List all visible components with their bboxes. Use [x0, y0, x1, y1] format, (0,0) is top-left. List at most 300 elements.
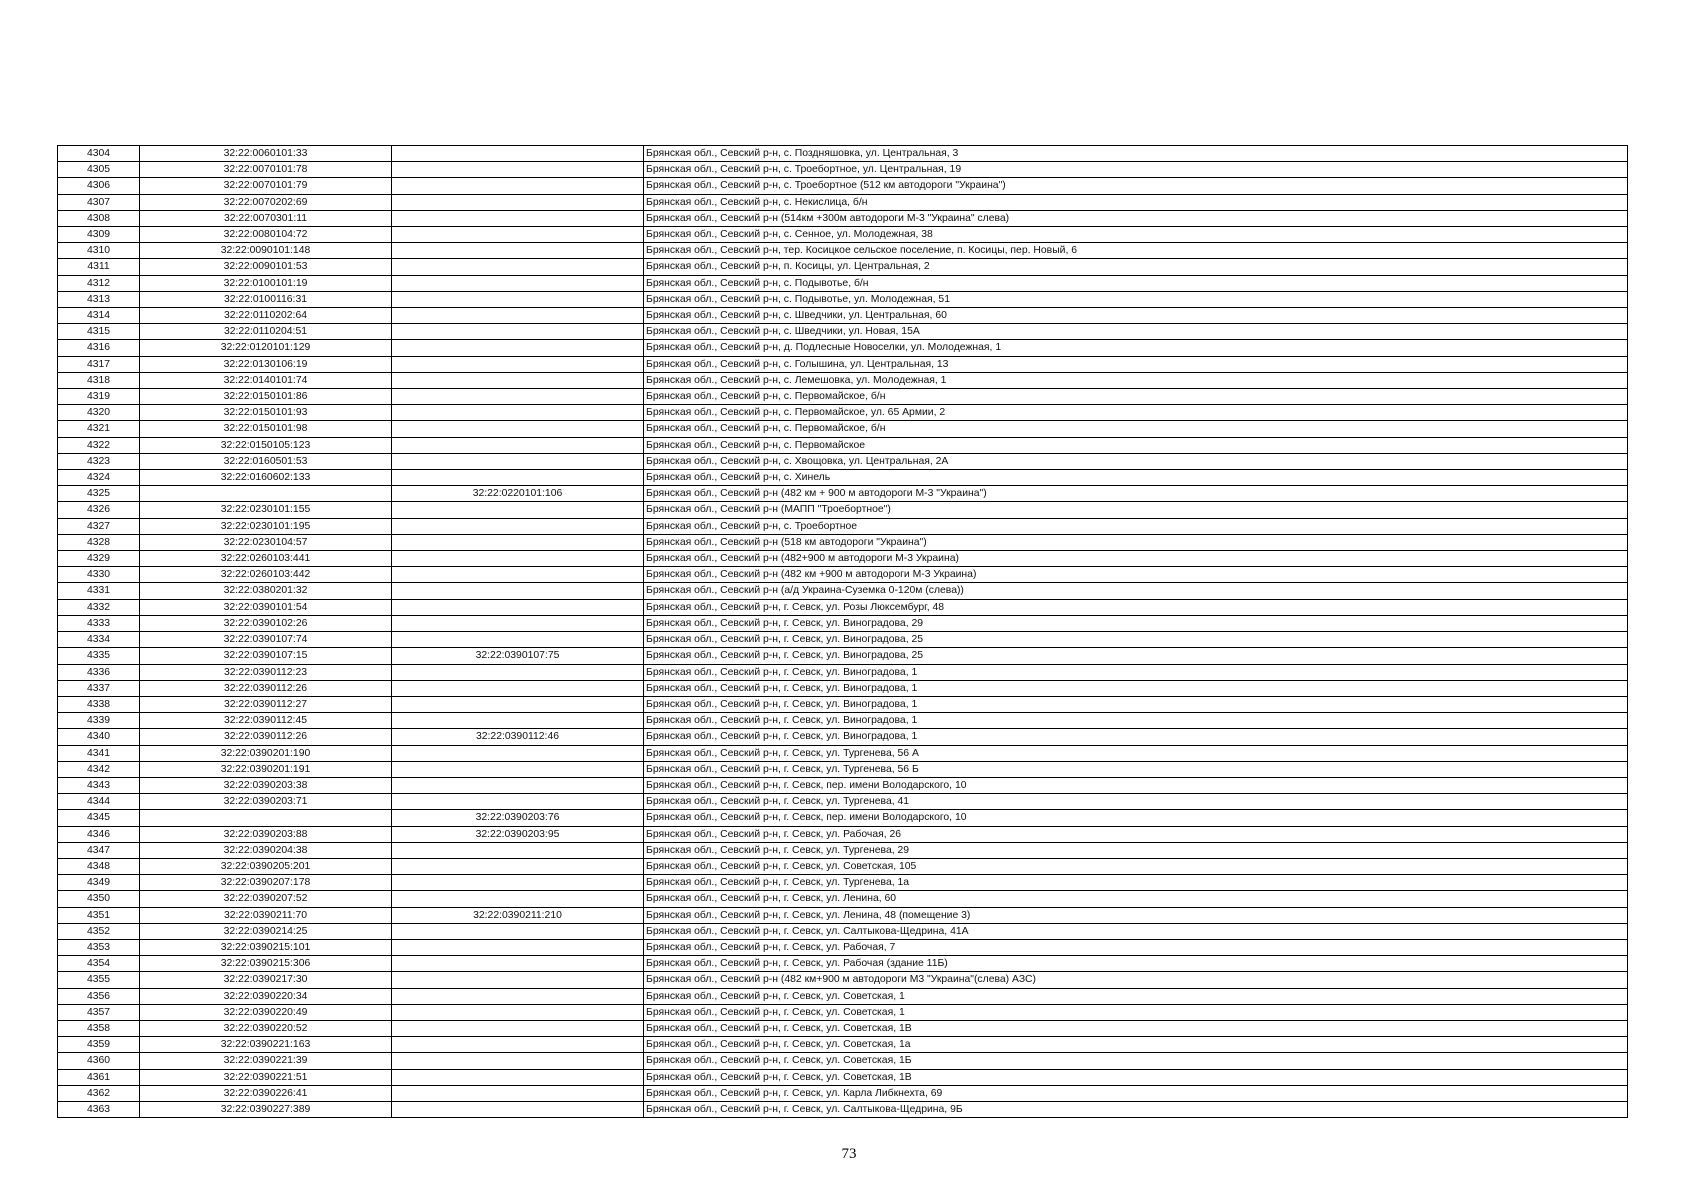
cadastral-number-cell: 32:22:0150101:98 [140, 421, 392, 437]
row-number-cell: 4322 [58, 437, 140, 453]
address-cell: Брянская обл., Севский р-н, п. Косицы, ул. Центральная, 2 [644, 259, 1628, 275]
address-cell: Брянская обл., Севский р-н (518 км автодороги "Украина") [644, 534, 1628, 550]
registry-table [57, 145, 1628, 1118]
cadastral-number-cell: 32:22:0390112:27 [140, 696, 392, 712]
table-row [58, 567, 1628, 583]
row-number-cell: 4362 [58, 1085, 140, 1101]
address-cell: Брянская обл., Севский р-н, с. Троебортное, ул. Центральная, 19 [644, 162, 1628, 178]
address-cell: Брянская обл., Севский р-н, с. Хвощовка, ул. Центральная, 2А [644, 453, 1628, 469]
cadastral-number-cell: 32:22:0390215:306 [140, 956, 392, 972]
cadastral-number-cell [140, 810, 392, 826]
table-row [58, 324, 1628, 340]
row-number-cell: 4342 [58, 761, 140, 777]
related-cadastral-number-cell [392, 583, 644, 599]
row-number-cell: 4325 [58, 486, 140, 502]
related-cadastral-number-cell [392, 356, 644, 372]
table-row [58, 453, 1628, 469]
table-row [58, 729, 1628, 745]
cadastral-number-cell: 32:22:0110204:51 [140, 324, 392, 340]
row-number-cell: 4315 [58, 324, 140, 340]
cadastral-number-cell: 32:22:0150105:123 [140, 437, 392, 453]
table-row [58, 810, 1628, 826]
cadastral-number-cell: 32:22:0150101:93 [140, 405, 392, 421]
address-cell: Брянская обл., Севский р-н, г. Севск, ул. Советская, 1 [644, 988, 1628, 1004]
address-cell: Брянская обл., Севский р-н, г. Севск, ул. Рабочая, 7 [644, 939, 1628, 955]
cadastral-number-cell: 32:22:0390221:39 [140, 1053, 392, 1069]
related-cadastral-number-cell [392, 437, 644, 453]
registry-table-body [58, 146, 1628, 1118]
related-cadastral-number-cell [392, 502, 644, 518]
related-cadastral-number-cell [392, 1069, 644, 1085]
address-cell: Брянская обл., Севский р-н, г. Севск, ул. Тургенева, 1а [644, 875, 1628, 891]
row-number-cell: 4341 [58, 745, 140, 761]
table-row [58, 891, 1628, 907]
address-cell: Брянская обл., Севский р-н, г. Севск, ул. Советская, 105 [644, 858, 1628, 874]
table-row [58, 875, 1628, 891]
cadastral-number-cell: 32:22:0390101:54 [140, 599, 392, 615]
row-number-cell: 4313 [58, 291, 140, 307]
cadastral-number-cell: 32:22:0060101:33 [140, 146, 392, 162]
related-cadastral-number-cell [392, 551, 644, 567]
row-number-cell: 4351 [58, 907, 140, 923]
table-row [58, 178, 1628, 194]
table-row [58, 1085, 1628, 1101]
related-cadastral-number-cell [392, 534, 644, 550]
address-cell: Брянская обл., Севский р-н (МАПП "Троебортное") [644, 502, 1628, 518]
row-number-cell: 4307 [58, 194, 140, 210]
address-cell: Брянская обл., Севский р-н, с. Первомайское, б/н [644, 389, 1628, 405]
cadastral-number-cell: 32:22:0390107:15 [140, 648, 392, 664]
related-cadastral-number-cell [392, 421, 644, 437]
related-cadastral-number-cell: 32:22:0390107:75 [392, 648, 644, 664]
row-number-cell: 4346 [58, 826, 140, 842]
related-cadastral-number-cell [392, 777, 644, 793]
related-cadastral-number-cell [392, 340, 644, 356]
related-cadastral-number-cell [392, 210, 644, 226]
table-row [58, 713, 1628, 729]
table-row [58, 648, 1628, 664]
address-cell: Брянская обл., Севский р-н, с. Голышина, ул. Центральная, 13 [644, 356, 1628, 372]
address-cell: Брянская обл., Севский р-н, г. Севск, ул. Карла Либкнехта, 69 [644, 1085, 1628, 1101]
address-cell: Брянская обл., Севский р-н, г. Севск, ул. Тургенева, 56 А [644, 745, 1628, 761]
related-cadastral-number-cell [392, 178, 644, 194]
row-number-cell: 4324 [58, 470, 140, 486]
page-number: 73 [841, 1146, 857, 1162]
row-number-cell: 4345 [58, 810, 140, 826]
row-number-cell: 4330 [58, 567, 140, 583]
related-cadastral-number-cell [392, 794, 644, 810]
related-cadastral-number-cell [392, 308, 644, 324]
table-row [58, 939, 1628, 955]
row-number-cell: 4332 [58, 599, 140, 615]
related-cadastral-number-cell: 32:22:0390211:210 [392, 907, 644, 923]
cadastral-number-cell: 32:22:0390220:34 [140, 988, 392, 1004]
cadastral-number-cell: 32:22:0070101:78 [140, 162, 392, 178]
table-row [58, 551, 1628, 567]
cadastral-number-cell: 32:22:0140101:74 [140, 372, 392, 388]
address-cell: Брянская обл., Севский р-н, с. Шведчики, ул. Новая, 15А [644, 324, 1628, 340]
table-row [58, 162, 1628, 178]
table-row [58, 696, 1628, 712]
table-row [58, 518, 1628, 534]
table-row [58, 227, 1628, 243]
address-cell: Брянская обл., Севский р-н, г. Севск, ул. Рабочая, 26 [644, 826, 1628, 842]
row-number-cell: 4331 [58, 583, 140, 599]
address-cell: Брянская обл., Севский р-н, г. Севск, ул. Виноградова, 1 [644, 664, 1628, 680]
table-row [58, 1020, 1628, 1036]
row-number-cell: 4337 [58, 680, 140, 696]
table-row [58, 1069, 1628, 1085]
related-cadastral-number-cell [392, 761, 644, 777]
related-cadastral-number-cell [392, 891, 644, 907]
cadastral-number-cell: 32:22:0070202:69 [140, 194, 392, 210]
cadastral-number-cell: 32:22:0390205:201 [140, 858, 392, 874]
address-cell: Брянская обл., Севский р-н, с. Лемешовка, ул. Молодежная, 1 [644, 372, 1628, 388]
related-cadastral-number-cell [392, 372, 644, 388]
table-row [58, 275, 1628, 291]
cadastral-number-cell: 32:22:0390227:389 [140, 1101, 392, 1117]
table-row [58, 356, 1628, 372]
cadastral-number-cell: 32:22:0230101:195 [140, 518, 392, 534]
address-cell: Брянская обл., Севский р-н (482 км + 900 м автодороги М-3 "Украина") [644, 486, 1628, 502]
table-row [58, 826, 1628, 842]
related-cadastral-number-cell [392, 745, 644, 761]
address-cell: Брянская обл., Севский р-н (514км +300м автодороги М-3 "Украина" слева) [644, 210, 1628, 226]
related-cadastral-number-cell: 32:22:0390203:76 [392, 810, 644, 826]
cadastral-number-cell: 32:22:0390203:71 [140, 794, 392, 810]
address-cell: Брянская обл., Севский р-н, г. Севск, пер. имени Володарского, 10 [644, 777, 1628, 793]
table-row [58, 372, 1628, 388]
cadastral-number-cell: 32:22:0390201:190 [140, 745, 392, 761]
table-row [58, 308, 1628, 324]
related-cadastral-number-cell [392, 1101, 644, 1117]
table-row [58, 907, 1628, 923]
related-cadastral-number-cell [392, 696, 644, 712]
cadastral-number-cell: 32:22:0080104:72 [140, 227, 392, 243]
row-number-cell: 4311 [58, 259, 140, 275]
related-cadastral-number-cell [392, 146, 644, 162]
address-cell: Брянская обл., Севский р-н, г. Севск, ул. Виноградова, 1 [644, 713, 1628, 729]
related-cadastral-number-cell: 32:22:0220101:106 [392, 486, 644, 502]
table-row [58, 972, 1628, 988]
table-row [58, 486, 1628, 502]
table-row [58, 664, 1628, 680]
address-cell: Брянская обл., Севский р-н, г. Севск, ул. Рабочая (здание 11Б) [644, 956, 1628, 972]
table-row [58, 421, 1628, 437]
row-number-cell: 4358 [58, 1020, 140, 1036]
cadastral-number-cell: 32:22:0390102:26 [140, 615, 392, 631]
related-cadastral-number-cell [392, 324, 644, 340]
address-cell: Брянская обл., Севский р-н, с. Некислица, б/н [644, 194, 1628, 210]
row-number-cell: 4350 [58, 891, 140, 907]
table-row [58, 632, 1628, 648]
address-cell: Брянская обл., Севский р-н, г. Севск, ул. Советская, 1 [644, 1004, 1628, 1020]
address-cell: Брянская обл., Севский р-н, г. Севск, ул. Виноградова, 1 [644, 696, 1628, 712]
table-row [58, 146, 1628, 162]
table-row [58, 437, 1628, 453]
address-cell: Брянская обл., Севский р-н, с. Троебортное [644, 518, 1628, 534]
cadastral-number-cell: 32:22:0070301:11 [140, 210, 392, 226]
table-row [58, 615, 1628, 631]
row-number-cell: 4320 [58, 405, 140, 421]
table-row [58, 956, 1628, 972]
related-cadastral-number-cell: 32:22:0390203:95 [392, 826, 644, 842]
row-number-cell: 4306 [58, 178, 140, 194]
table-row [58, 923, 1628, 939]
related-cadastral-number-cell [392, 615, 644, 631]
row-number-cell: 4353 [58, 939, 140, 955]
related-cadastral-number-cell [392, 875, 644, 891]
related-cadastral-number-cell [392, 405, 644, 421]
related-cadastral-number-cell [392, 988, 644, 1004]
row-number-cell: 4327 [58, 518, 140, 534]
related-cadastral-number-cell [392, 939, 644, 955]
row-number-cell: 4335 [58, 648, 140, 664]
related-cadastral-number-cell [392, 259, 644, 275]
table-row [58, 1101, 1628, 1117]
table-row [58, 259, 1628, 275]
address-cell: Брянская обл., Севский р-н, с. Хинель [644, 470, 1628, 486]
row-number-cell: 4316 [58, 340, 140, 356]
cadastral-number-cell: 32:22:0260103:442 [140, 567, 392, 583]
related-cadastral-number-cell [392, 243, 644, 259]
row-number-cell: 4356 [58, 988, 140, 1004]
row-number-cell: 4310 [58, 243, 140, 259]
table-row [58, 470, 1628, 486]
row-number-cell: 4349 [58, 875, 140, 891]
cadastral-number-cell: 32:22:0390112:26 [140, 729, 392, 745]
row-number-cell: 4343 [58, 777, 140, 793]
row-number-cell: 4363 [58, 1101, 140, 1117]
cadastral-number-cell: 32:22:0100101:19 [140, 275, 392, 291]
related-cadastral-number-cell [392, 713, 644, 729]
address-cell: Брянская обл., Севский р-н, г. Севск, ул. Тургенева, 29 [644, 842, 1628, 858]
address-cell: Брянская обл., Севский р-н, г. Севск, ул. Виноградова, 1 [644, 680, 1628, 696]
cadastral-number-cell: 32:22:0390221:51 [140, 1069, 392, 1085]
address-cell: Брянская обл., Севский р-н, с. Первомайское [644, 437, 1628, 453]
related-cadastral-number-cell [392, 1037, 644, 1053]
row-number-cell: 4355 [58, 972, 140, 988]
row-number-cell: 4338 [58, 696, 140, 712]
row-number-cell: 4304 [58, 146, 140, 162]
cadastral-number-cell: 32:22:0120101:129 [140, 340, 392, 356]
address-cell: Брянская обл., Севский р-н, г. Севск, ул. Тургенева, 56 Б [644, 761, 1628, 777]
row-number-cell: 4308 [58, 210, 140, 226]
address-cell: Брянская обл., Севский р-н, с. Поздняшовка, ул. Центральная, 3 [644, 146, 1628, 162]
row-number-cell: 4359 [58, 1037, 140, 1053]
cadastral-number-cell [140, 486, 392, 502]
address-cell: Брянская обл., Севский р-н, г. Севск, ул. Виноградова, 29 [644, 615, 1628, 631]
cadastral-number-cell: 32:22:0100116:31 [140, 291, 392, 307]
row-number-cell: 4318 [58, 372, 140, 388]
address-cell: Брянская обл., Севский р-н (а/д Украина-Суземка 0-120м (слева)) [644, 583, 1628, 599]
cadastral-number-cell: 32:22:0390220:52 [140, 1020, 392, 1036]
related-cadastral-number-cell [392, 453, 644, 469]
related-cadastral-number-cell [392, 518, 644, 534]
related-cadastral-number-cell [392, 599, 644, 615]
address-cell: Брянская обл., Севский р-н, г. Севск, ул. Тургенева, 41 [644, 794, 1628, 810]
row-number-cell: 4347 [58, 842, 140, 858]
row-number-cell: 4340 [58, 729, 140, 745]
address-cell: Брянская обл., Севский р-н, с. Подывотье, б/н [644, 275, 1628, 291]
cadastral-number-cell: 32:22:0150101:86 [140, 389, 392, 405]
row-number-cell: 4309 [58, 227, 140, 243]
cadastral-number-cell: 32:22:0390217:30 [140, 972, 392, 988]
related-cadastral-number-cell [392, 680, 644, 696]
cadastral-number-cell: 32:22:0130106:19 [140, 356, 392, 372]
cadastral-number-cell: 32:22:0390215:101 [140, 939, 392, 955]
cadastral-number-cell: 32:22:0390211:70 [140, 907, 392, 923]
address-cell: Брянская обл., Севский р-н, с. Шведчики, ул. Центральная, 60 [644, 308, 1628, 324]
cadastral-number-cell: 32:22:0380201:32 [140, 583, 392, 599]
table-row [58, 291, 1628, 307]
address-cell: Брянская обл., Севский р-н, г. Севск, ул. Розы Люксембург, 48 [644, 599, 1628, 615]
related-cadastral-number-cell [392, 972, 644, 988]
related-cadastral-number-cell [392, 664, 644, 680]
address-cell: Брянская обл., Севский р-н, д. Подлесные Новоселки, ул. Молодежная, 1 [644, 340, 1628, 356]
related-cadastral-number-cell [392, 858, 644, 874]
cadastral-number-cell: 32:22:0390226:41 [140, 1085, 392, 1101]
related-cadastral-number-cell [392, 842, 644, 858]
related-cadastral-number-cell [392, 1085, 644, 1101]
related-cadastral-number-cell [392, 1053, 644, 1069]
address-cell: Брянская обл., Севский р-н, г. Севск, ул. Виноградова, 1 [644, 729, 1628, 745]
address-cell: Брянская обл., Севский р-н, г. Севск, ул. Советская, 1В [644, 1069, 1628, 1085]
cadastral-number-cell: 32:22:0390112:45 [140, 713, 392, 729]
cadastral-number-cell: 32:22:0090101:53 [140, 259, 392, 275]
cadastral-number-cell: 32:22:0390220:49 [140, 1004, 392, 1020]
related-cadastral-number-cell [392, 1004, 644, 1020]
table-row [58, 599, 1628, 615]
row-number-cell: 4352 [58, 923, 140, 939]
address-cell: Брянская обл., Севский р-н, с. Первомайское, ул. 65 Армии, 2 [644, 405, 1628, 421]
table-row [58, 405, 1628, 421]
related-cadastral-number-cell [392, 567, 644, 583]
table-row [58, 583, 1628, 599]
related-cadastral-number-cell: 32:22:0390112:46 [392, 729, 644, 745]
related-cadastral-number-cell [392, 389, 644, 405]
table-row [58, 1037, 1628, 1053]
table-row [58, 1053, 1628, 1069]
address-cell: Брянская обл., Севский р-н, г. Севск, ул. Советская, 1а [644, 1037, 1628, 1053]
table-row [58, 502, 1628, 518]
cadastral-number-cell: 32:22:0390214:25 [140, 923, 392, 939]
cadastral-number-cell: 32:22:0390204:38 [140, 842, 392, 858]
row-number-cell: 4323 [58, 453, 140, 469]
related-cadastral-number-cell [392, 227, 644, 243]
row-number-cell: 4319 [58, 389, 140, 405]
address-cell: Брянская обл., Севский р-н, г. Севск, ул. Советская, 1Б [644, 1053, 1628, 1069]
row-number-cell: 4344 [58, 794, 140, 810]
address-cell: Брянская обл., Севский р-н, тер. Косицкое сельское поселение, п. Косицы, пер. Новый, 6 [644, 243, 1628, 259]
table-row [58, 680, 1628, 696]
table-row [58, 389, 1628, 405]
row-number-cell: 4326 [58, 502, 140, 518]
row-number-cell: 4317 [58, 356, 140, 372]
cadastral-number-cell: 32:22:0260103:441 [140, 551, 392, 567]
related-cadastral-number-cell [392, 1020, 644, 1036]
row-number-cell: 4361 [58, 1069, 140, 1085]
table-row [58, 243, 1628, 259]
related-cadastral-number-cell [392, 923, 644, 939]
cadastral-number-cell: 32:22:0390203:88 [140, 826, 392, 842]
cadastral-number-cell: 32:22:0390112:23 [140, 664, 392, 680]
row-number-cell: 4348 [58, 858, 140, 874]
cadastral-number-cell: 32:22:0390221:163 [140, 1037, 392, 1053]
row-number-cell: 4328 [58, 534, 140, 550]
cadastral-number-cell: 32:22:0160602:133 [140, 470, 392, 486]
table-row [58, 858, 1628, 874]
address-cell: Брянская обл., Севский р-н (482 км +900 м автодороги М-3 Украина) [644, 567, 1628, 583]
table-row [58, 745, 1628, 761]
row-number-cell: 4312 [58, 275, 140, 291]
table-row [58, 340, 1628, 356]
related-cadastral-number-cell [392, 632, 644, 648]
row-number-cell: 4314 [58, 308, 140, 324]
table-row [58, 210, 1628, 226]
row-number-cell: 4336 [58, 664, 140, 680]
cadastral-number-cell: 32:22:0390207:178 [140, 875, 392, 891]
table-row [58, 794, 1628, 810]
cadastral-number-cell: 32:22:0390112:26 [140, 680, 392, 696]
address-cell: Брянская обл., Севский р-н, г. Севск, ул. Салтыкова-Щедрина, 9Б [644, 1101, 1628, 1117]
address-cell: Брянская обл., Севский р-н (482+900 м автодороги М-3 Украина) [644, 551, 1628, 567]
address-cell: Брянская обл., Севский р-н, г. Севск, ул. Виноградова, 25 [644, 648, 1628, 664]
address-cell: Брянская обл., Севский р-н, с. Троебортное (512 км автодороги "Украина") [644, 178, 1628, 194]
row-number-cell: 4334 [58, 632, 140, 648]
address-cell: Брянская обл., Севский р-н, г. Севск, пер. имени Володарского, 10 [644, 810, 1628, 826]
cadastral-number-cell: 32:22:0110202:64 [140, 308, 392, 324]
table-row [58, 1004, 1628, 1020]
cadastral-number-cell: 32:22:0160501:53 [140, 453, 392, 469]
table-row [58, 194, 1628, 210]
table-row [58, 777, 1628, 793]
row-number-cell: 4354 [58, 956, 140, 972]
cadastral-number-cell: 32:22:0390201:191 [140, 761, 392, 777]
related-cadastral-number-cell [392, 956, 644, 972]
row-number-cell: 4321 [58, 421, 140, 437]
row-number-cell: 4329 [58, 551, 140, 567]
cadastral-number-cell: 32:22:0230101:155 [140, 502, 392, 518]
table-row [58, 534, 1628, 550]
row-number-cell: 4333 [58, 615, 140, 631]
address-cell: Брянская обл., Севский р-н, г. Севск, ул. Виноградова, 25 [644, 632, 1628, 648]
address-cell: Брянская обл., Севский р-н, с. Подывотье, ул. Молодежная, 51 [644, 291, 1628, 307]
table-row [58, 842, 1628, 858]
cadastral-number-cell: 32:22:0390207:52 [140, 891, 392, 907]
related-cadastral-number-cell [392, 162, 644, 178]
related-cadastral-number-cell [392, 275, 644, 291]
cadastral-number-cell: 32:22:0390107:74 [140, 632, 392, 648]
row-number-cell: 4305 [58, 162, 140, 178]
cadastral-number-cell: 32:22:0230104:57 [140, 534, 392, 550]
cadastral-number-cell: 32:22:0090101:148 [140, 243, 392, 259]
address-cell: Брянская обл., Севский р-н, г. Севск, ул. Ленина, 48 (помещение 3) [644, 907, 1628, 923]
related-cadastral-number-cell [392, 194, 644, 210]
address-cell: Брянская обл., Севский р-н, г. Севск, ул. Ленина, 60 [644, 891, 1628, 907]
address-cell: Брянская обл., Севский р-н, с. Сенное, ул. Молодежная, 38 [644, 227, 1628, 243]
row-number-cell: 4360 [58, 1053, 140, 1069]
cadastral-number-cell: 32:22:0390203:38 [140, 777, 392, 793]
cadastral-number-cell: 32:22:0070101:79 [140, 178, 392, 194]
related-cadastral-number-cell [392, 470, 644, 486]
address-cell: Брянская обл., Севский р-н, г. Севск, ул. Салтыкова-Щедрина, 41А [644, 923, 1628, 939]
row-number-cell: 4357 [58, 1004, 140, 1020]
related-cadastral-number-cell [392, 291, 644, 307]
address-cell: Брянская обл., Севский р-н (482 км+900 м автодороги М3 "Украина"(слева) АЗС) [644, 972, 1628, 988]
address-cell: Брянская обл., Севский р-н, г. Севск, ул. Советская, 1В [644, 1020, 1628, 1036]
table-row [58, 761, 1628, 777]
